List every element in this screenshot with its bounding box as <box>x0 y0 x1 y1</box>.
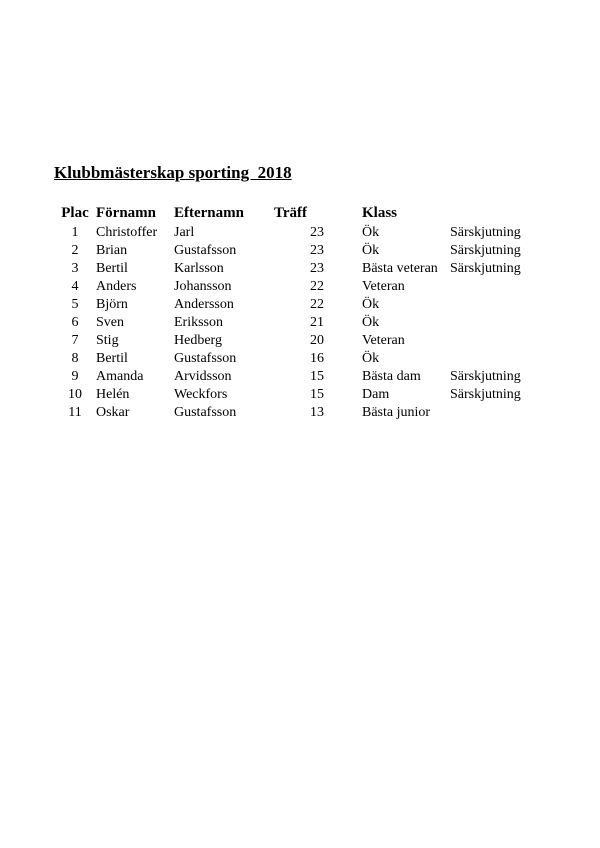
header-hits: Träff <box>274 205 308 221</box>
cell-last-name: Andersson <box>174 297 234 312</box>
cell-first-name: Oskar <box>96 405 130 420</box>
table-row <box>54 332 530 350</box>
cell-hits: 13 <box>310 405 324 420</box>
cell-extra <box>450 350 530 368</box>
cell-extra <box>450 404 530 422</box>
table-row <box>54 224 530 242</box>
cell-class: Ök <box>362 225 380 240</box>
table-row <box>54 260 530 278</box>
cell-first-name: Stig <box>96 333 119 348</box>
cell-extra <box>450 296 530 314</box>
cell-hits: 20 <box>310 333 324 348</box>
cell-last-name: Jarl <box>174 225 195 240</box>
cell-class: Veteran <box>362 279 405 294</box>
table-row <box>54 350 530 368</box>
cell-first-name: Anders <box>96 279 137 294</box>
cell-last-name: Gustafsson <box>174 243 237 258</box>
cell-place: 1 <box>71 225 79 240</box>
cell-last-name: Gustafsson <box>174 405 237 420</box>
cell-class: Ök <box>362 351 380 366</box>
cell-class: Ök <box>362 315 380 330</box>
cell-hits: 15 <box>310 369 324 384</box>
cell-class: Dam <box>362 387 390 402</box>
table-row <box>54 242 530 260</box>
table-row <box>54 314 530 332</box>
cell-place: 9 <box>71 369 79 384</box>
cell-extra: Särskjutning <box>450 225 521 240</box>
cell-last-name: Eriksson <box>174 315 223 330</box>
cell-first-name: Christoffer <box>96 225 158 240</box>
cell-place: 3 <box>71 261 79 276</box>
cell-place: 7 <box>71 333 79 348</box>
cell-first-name: Bertil <box>96 351 128 366</box>
cell-class: Bästa dam <box>362 369 421 384</box>
cell-last-name: Gustafsson <box>174 351 237 366</box>
cell-last-name: Weckfors <box>174 387 228 402</box>
cell-last-name: Johansson <box>174 279 232 294</box>
table-row <box>54 404 530 422</box>
header-extra <box>450 202 530 224</box>
cell-first-name: Amanda <box>96 369 144 384</box>
cell-class: Bästa junior <box>362 405 431 420</box>
cell-hits: 23 <box>310 261 324 276</box>
cell-class: Ök <box>362 297 380 312</box>
cell-extra <box>450 278 530 296</box>
cell-class: Veteran <box>362 333 405 348</box>
cell-extra: Särskjutning <box>450 261 521 276</box>
cell-first-name: Sven <box>96 315 124 330</box>
table-header-row <box>54 202 530 224</box>
cell-place: 5 <box>71 297 79 312</box>
cell-extra <box>450 332 530 350</box>
cell-place: 4 <box>71 279 79 294</box>
cell-hits: 22 <box>310 279 324 294</box>
cell-extra <box>450 314 530 332</box>
cell-first-name: Björn <box>96 297 128 312</box>
cell-place: 10 <box>68 387 82 402</box>
results-table <box>54 202 530 422</box>
cell-place: 2 <box>71 243 79 258</box>
cell-class: Ök <box>362 243 380 258</box>
cell-place: 8 <box>71 351 79 366</box>
cell-hits: 15 <box>310 387 324 402</box>
cell-class: Bästa veteran <box>362 261 438 276</box>
cell-hits: 22 <box>310 297 324 312</box>
header-place: Plac <box>61 205 89 221</box>
header-first-name: Förnamn <box>96 205 156 221</box>
table-row <box>54 368 530 386</box>
cell-last-name: Arvidsson <box>174 369 232 384</box>
cell-place: 6 <box>71 315 79 330</box>
cell-hits: 21 <box>310 315 324 330</box>
cell-last-name: Karlsson <box>174 261 224 276</box>
table-row <box>54 296 530 314</box>
cell-last-name: Hedberg <box>174 333 222 348</box>
cell-hits: 16 <box>310 351 324 366</box>
cell-place: 11 <box>68 405 82 420</box>
table-row <box>54 386 530 404</box>
header-last-name: Efternamn <box>174 205 244 221</box>
cell-hits: 23 <box>310 225 324 240</box>
cell-first-name: Brian <box>96 243 128 258</box>
header-class: Klass <box>362 205 398 221</box>
cell-first-name: Bertil <box>96 261 128 276</box>
cell-extra: Särskjutning <box>450 243 521 258</box>
cell-extra: Särskjutning <box>450 387 521 402</box>
cell-extra: Särskjutning <box>450 369 521 384</box>
document-title: Klubbmästerskap sporting 2018 <box>54 163 292 182</box>
cell-first-name: Helén <box>96 387 130 402</box>
table-row <box>54 278 530 296</box>
cell-hits: 23 <box>310 243 324 258</box>
